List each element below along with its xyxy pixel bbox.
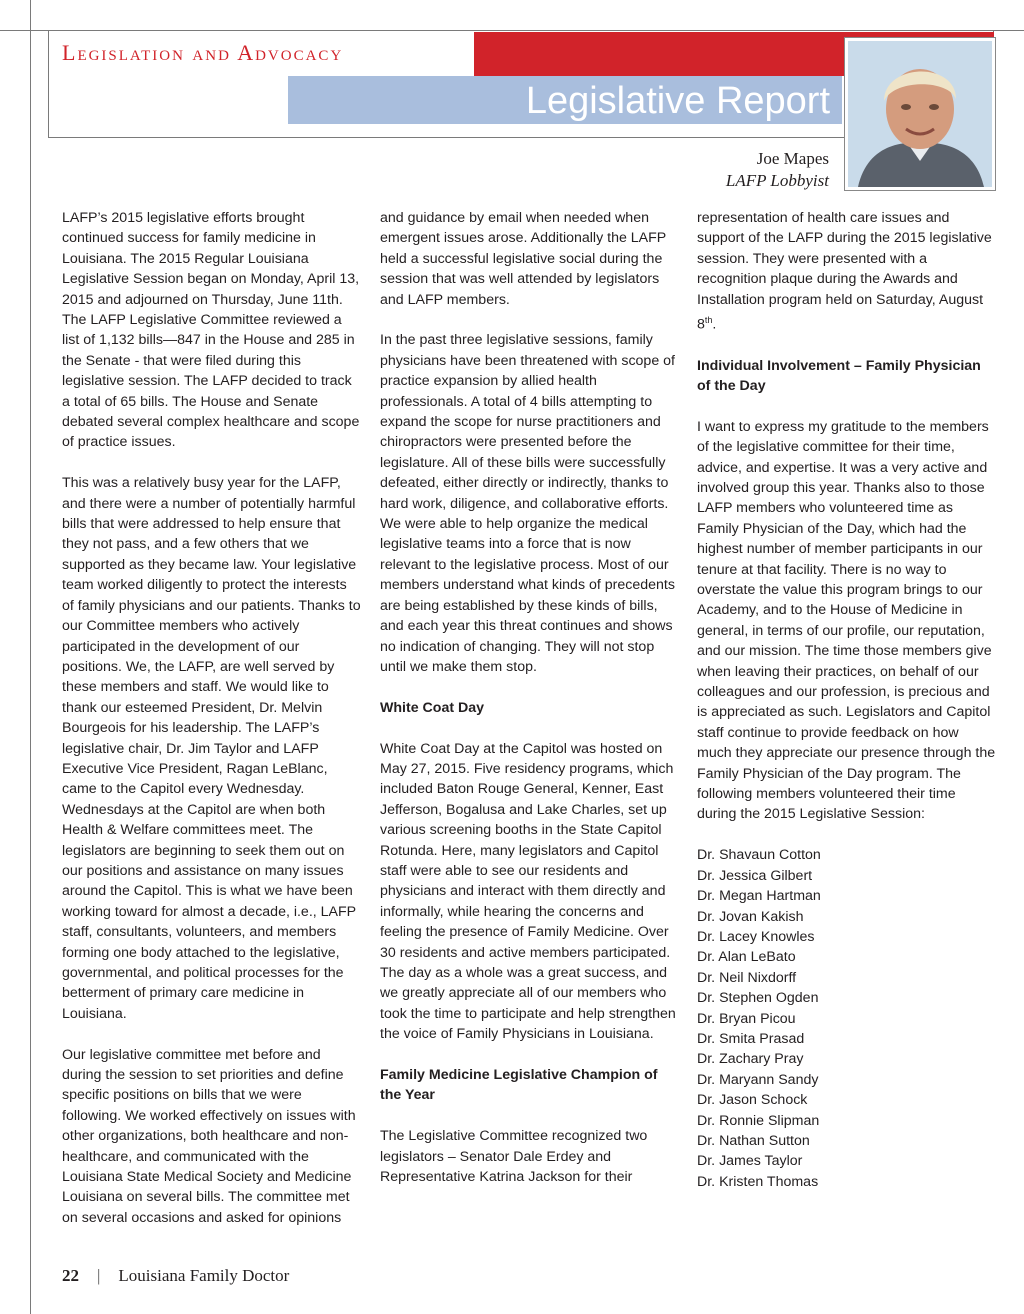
list-item: Dr. Ronnie Slipman [697,1112,820,1129]
article-column-3 [697,208,997,1192]
paragraph: White Coat Day at the Capitol was hosted on May 27, 2015. Five residency programs, which included Baton Rouge General, Kenner, East Jefferson, Bogalusa and Lake Charles, set up various screening booths in the State Capitol Rotunda. Here, many legislators and Capitol staff were able to see our residents and physicians and interact with them directly and informally, while hearing the concerns and feeling the presence of Family Medicine. Over 30 residents and active members participated. The day as a whole was a great success, and we greatly appreciate all of our members who took the time to participate and help strengthen the voice of Family Physicians in Louisiana. [380,740,676,1043]
paragraph: This was a relatively busy year for the LAFP, and there were a number of potentially harmful bills that were addressed to help ensure that they not pass, and a few others that we supported as they became law. Your legislative team worked diligently to protect the interests of family physicians and our patients. Thanks to our Committee members who actively participated in the development of our positions. We, the LAFP, are well served by these members and staff. We would like to thank our esteemed President, Dr. Melvin Bourgeois for his leadership. The LAFP’s legislative chair, Dr. Jim Taylor and LAFP Executive Vice President, Ragan LeBlanc, came to the Capitol every Wednesday. Wednesdays at the Capitol are when both Health & Welfare committees meet. The legislators are beginning to seek them out on our positions and assistance on many issues around the Capitol. This is what we have been working toward for almost a decade, i.e., LAFP staff, consultants, volunteers, and members forming one body attached to the legislative, governmental, and political processes for the betterment of primary care medicine in Louisiana. [62,475,361,1022]
author-portrait-icon [848,41,992,187]
page-number: 22 [62,1266,79,1285]
paragraph: The Legislative Committee recognized two legislators – Senator Dale Erdey and Representative Katrina Jackson for their [380,1128,648,1186]
list-item: Dr. Jessica Gilbert [697,867,813,884]
ordinal-suffix: th [704,315,713,326]
footer-separator: | [97,1266,101,1285]
list-item: Dr. Shavaun Cotton [697,847,821,864]
author-name: Joe Mapes [756,149,829,168]
article-column-1 [62,208,362,1249]
subheading-family-physician-of-the-day: Individual Involvement – Family Physician of the Day [697,357,981,394]
paragraph: LAFP’s 2015 legislative efforts brought continued success for family medicine in Louisiana. The 2015 Regular Louisiana Legislative Session began on Monday, April 13, 2015 and adjourned on Thursday, June 11th. The LAFP Legislative Committee reviewed a list of 1,132 bills—847 in the House and 285 in the Senate - that were filed during this legislative session. The LAFP decided to track a total of 65 bills. The House and Senate debated several complex healthcare and scope of practice issues. [62,210,360,451]
list-item: Dr. Jovan Kakish [697,908,804,925]
volunteer-list [697,845,997,1192]
list-item: Dr. Stephen Ogden [697,990,819,1007]
top-rule [0,30,1024,31]
left-margin-line [30,0,31,1314]
author-byline [726,148,829,192]
subheading-legislative-champion: Family Medicine Legislative Champion of the Year [380,1067,658,1104]
header-box-left [48,30,49,138]
paragraph [697,208,997,335]
list-item: Dr. Lacey Knowles [697,928,815,945]
page-footer [62,1266,289,1286]
list-item: Dr. Bryan Picou [697,1010,796,1027]
list-item: Dr. Alan LeBato [697,949,796,966]
section-title: Legislation and Advocacy [62,40,344,65]
paragraph-text: representation of health care issues and support of the LAFP during the 2015 legislative session. They were presented with a recognition plaque during the Awards and Installation program held on Saturday, August 8 [697,210,992,333]
list-item: Dr. Zachary Pray [697,1051,804,1068]
author-title: LAFP Lobbyist [725,171,829,190]
list-item: Dr. James Taylor [697,1153,803,1170]
list-item: Dr. Megan Hartman [697,888,821,905]
paragraph: I want to express my gratitude to the members of the legislative committee for their time, advice, and expertise. It was a very active and involved group this year. Thanks also to those LAFP members who volunteered time as Family Physician of the Day, which had the highest number of member participants in our tenure at that facility. There is no way to overstate the value this program brings to our Academy, and to the House of Medicine in general, in terms of our profile, our reputation, and our mission. The time those members give when leaving their practices, on behalf of our colleagues and our profession, is precious and is appreciated as such. Legislators and Capitol staff continue to provide feedback on how much they appreciate our presence through the Family Physician of the Day program. The following members volunteered their time during the 2015 Legislative Session: [697,418,996,823]
subheading-white-coat-day: White Coat Day [380,699,485,716]
paragraph: and guidance by email when needed when emergent issues arose. Additionally the LAFP held a successful legislative social during the session that was well attended by legislators and LAFP members. [380,210,667,308]
list-item: Dr. Smita Prasad [697,1030,805,1047]
list-item: Dr. Nathan Sutton [697,1132,810,1149]
list-item: Dr. Kristen Thomas [697,1173,819,1190]
paragraph: In the past three legislative sessions, family physicians have been threatened with scope of practice expansion by allied health professionals. A total of 4 bills attempting to expand the scope for nurse practitioners and chiropractors were presented before the legislature. All of these bills were successfully defeated, either directly or indirectly, thanks to hard work, diligence, and collaborative efforts. We were able to help organize the medical legislative teams into a force that is now relevant to the legislative process. Most of our members understand what kinds of precedents are being established by these kinds of bills, and each year this threat continues and shows no indication of changing. They will not stop until we make them stop. [380,332,675,675]
list-item: Dr. Jason Schock [697,1092,808,1109]
report-title: Legislative Report [288,76,842,124]
author-photo [845,38,995,190]
paragraph: Our legislative committee met before and during the session to set priorities and define specific positions on bills that we were following. We worked effectively on issues with other organizations, both healthcare and non-healthcare, and communicated with the Louisiana State Medical Society and Medicine Louisiana on several bills. The committee met on several occasions and asked for opinions [62,1046,356,1226]
article-column-2 [380,208,680,1208]
paragraph-end: . [712,316,717,333]
publication-name: Louisiana Family Doctor [118,1266,290,1285]
list-item: Dr. Neil Nixdorff [697,969,797,986]
list-item: Dr. Maryann Sandy [697,1071,819,1088]
